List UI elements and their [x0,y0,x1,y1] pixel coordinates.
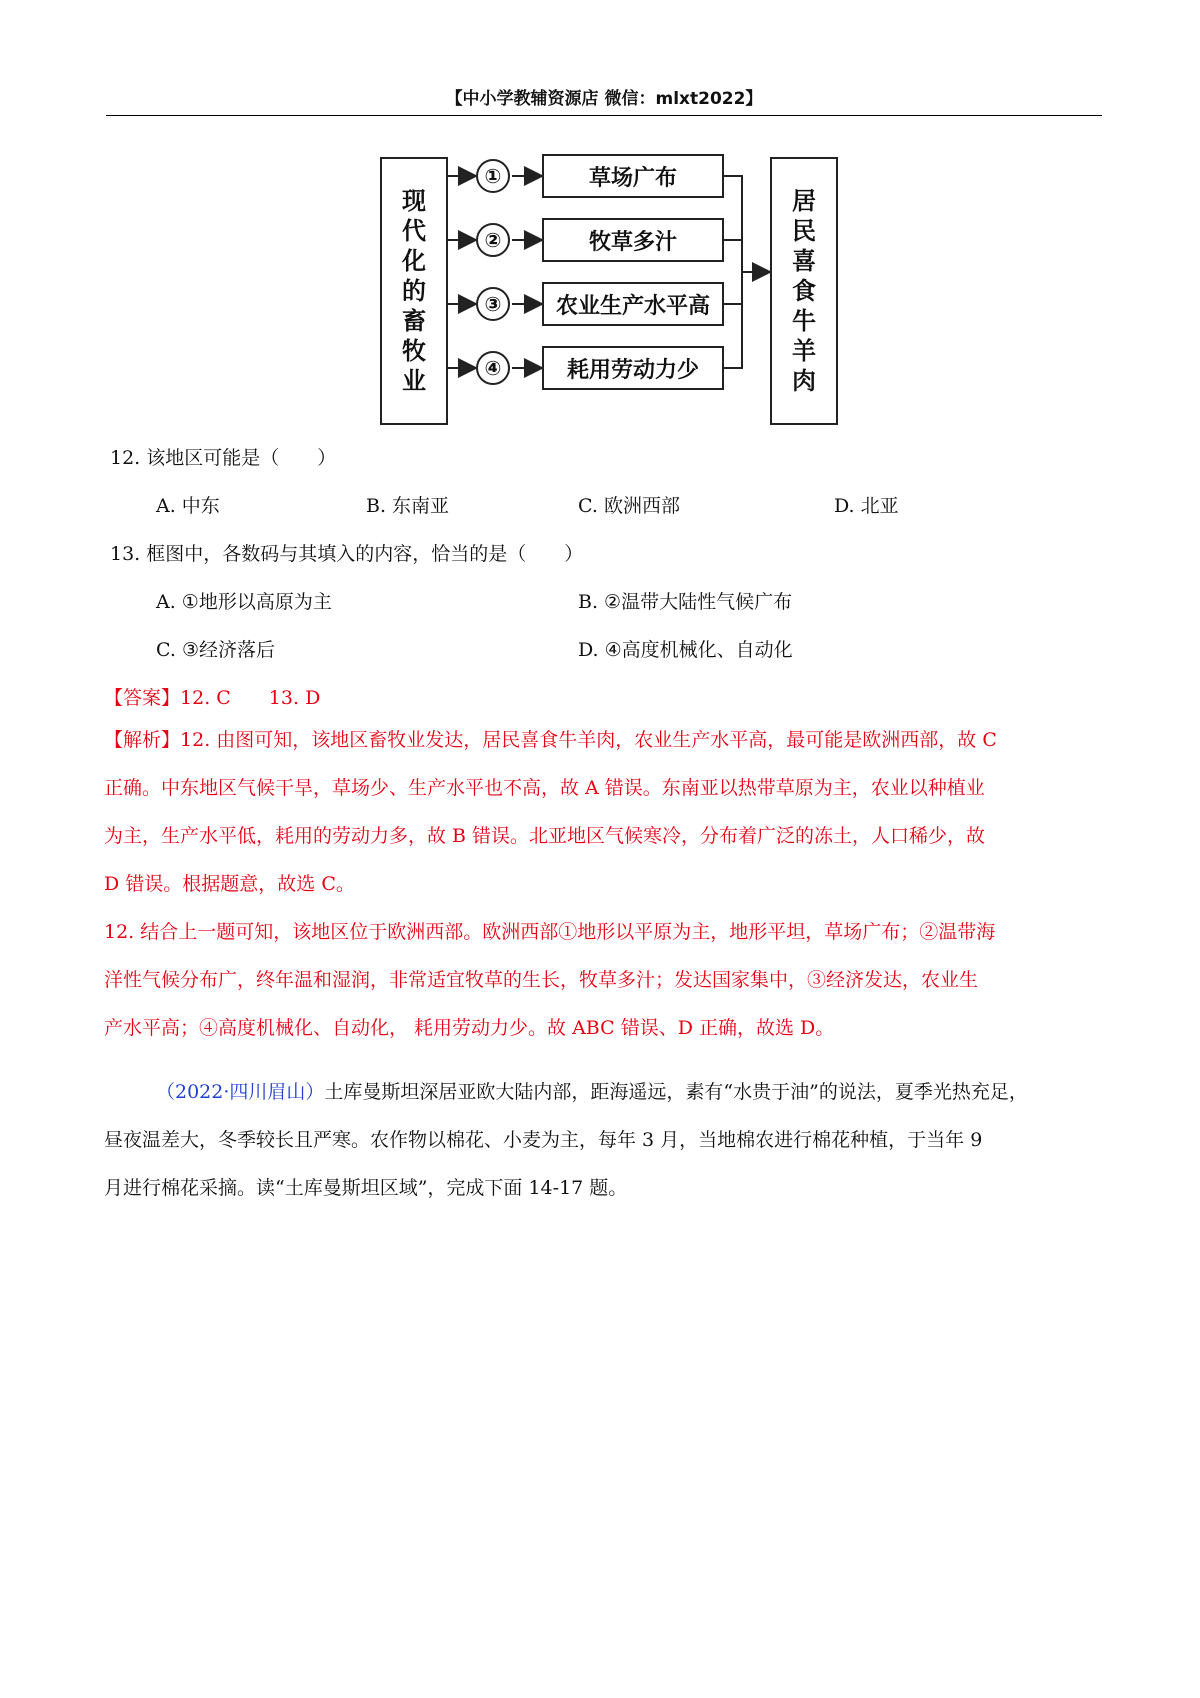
target-box [770,157,838,425]
passage-line-2: 昼夜温差大，冬季较长且严寒。农作物以棉花、小麦为主，每年 3 月，当地棉农进行棉花种植，于当年 9 [104,1129,983,1151]
item-4-box: 耗用劳动力少 [542,346,724,390]
item-1-number: ① [476,159,510,193]
passage-line-3: 月进行棉花采摘。读“土库曼斯坦区域”，完成下面 14-17 题。 [104,1177,628,1199]
item-1-box: 草场广布 [542,154,724,198]
q12-stem: 12. 该地区可能是（ ） [110,447,337,469]
source-label: 现代化的畜牧业 [401,187,426,395]
answer-text: 12. C 13. D [180,687,321,709]
analysis-label: 【解析】 [104,729,181,751]
bracket-line [724,176,742,368]
analysis-line-7: 产水平高；④高度机械化、自动化， 耗用劳动力少。故 ABC 错误、D 正确，故选 D。 [104,1017,835,1039]
passage-line-1: （2022·四川眉山）土库曼斯坦深居亚欧大陆内部，距海遥远，素有“水贵于油”的说法，夏季光热充足， [156,1081,1028,1103]
analysis-line-4: D 错误。根据题意，故选 C。 [104,873,355,895]
passage [104,1068,1104,1212]
page-header: 【中小学教辅资源店 微信：mlxt2022】 [445,89,763,109]
item-3-number: ③ [476,287,510,321]
answer-line [104,684,320,712]
q13-option-a: A. ①地形以高原为主 [156,591,332,613]
q13-option-b: B. ②温带大陆性气候广布 [578,591,793,613]
header-rule [106,115,1102,116]
item-3-box: 农业生产水平高 [542,282,724,326]
passage-source: （2022·四川眉山） [156,1081,325,1103]
analysis-line-6: 洋性气候分布广，终年温和湿润，非常适宜牧草的生长，牧草多汁；发达国家集中，③经济发达，农业生 [104,969,979,991]
q12-option-d: D. 北亚 [834,495,899,517]
flow-diagram [370,152,850,434]
q13-stem: 13. 框图中，各数码与其填入的内容，恰当的是（ ） [110,543,584,565]
q12-option-c: C. 欧洲西部 [578,495,680,517]
q13-option-c: C. ③经济落后 [156,639,275,661]
item-2-box: 牧草多汁 [542,218,724,262]
answer-label: 【答案】 [104,687,181,709]
q12-option-b: B. 东南亚 [366,495,450,517]
item-4-number: ④ [476,351,510,385]
source-box [380,157,448,425]
analysis-line-2: 正确。中东地区气候干旱，草场少、生产水平也不高，故 A 错误。东南亚以热带草原为主，农业以种植业 [104,777,985,799]
analysis-line-1: 【解析】12. 由图可知，该地区畜牧业发达，居民喜食牛羊肉，农业生产水平高，最可能是欧洲西部，故 C [104,729,997,751]
analysis-line-3: 为主，生产水平低，耗用的劳动力多，故 B 错误。北亚地区气候寒冷，分布着广泛的冻土，人口稀少，故 [104,825,986,847]
q13-option-d: D. ④高度机械化、自动化 [578,639,793,661]
q12-option-a: A. 中东 [156,495,220,517]
analysis-line-5: 12. 结合上一题可知，该地区位于欧洲西部。欧洲西部①地形以平原为主，地形平坦，草场广布；②温带海 [104,921,996,943]
item-2-number: ② [476,223,510,257]
analysis-block [104,716,1104,1052]
target-label: 居民喜食牛羊肉 [791,187,816,395]
